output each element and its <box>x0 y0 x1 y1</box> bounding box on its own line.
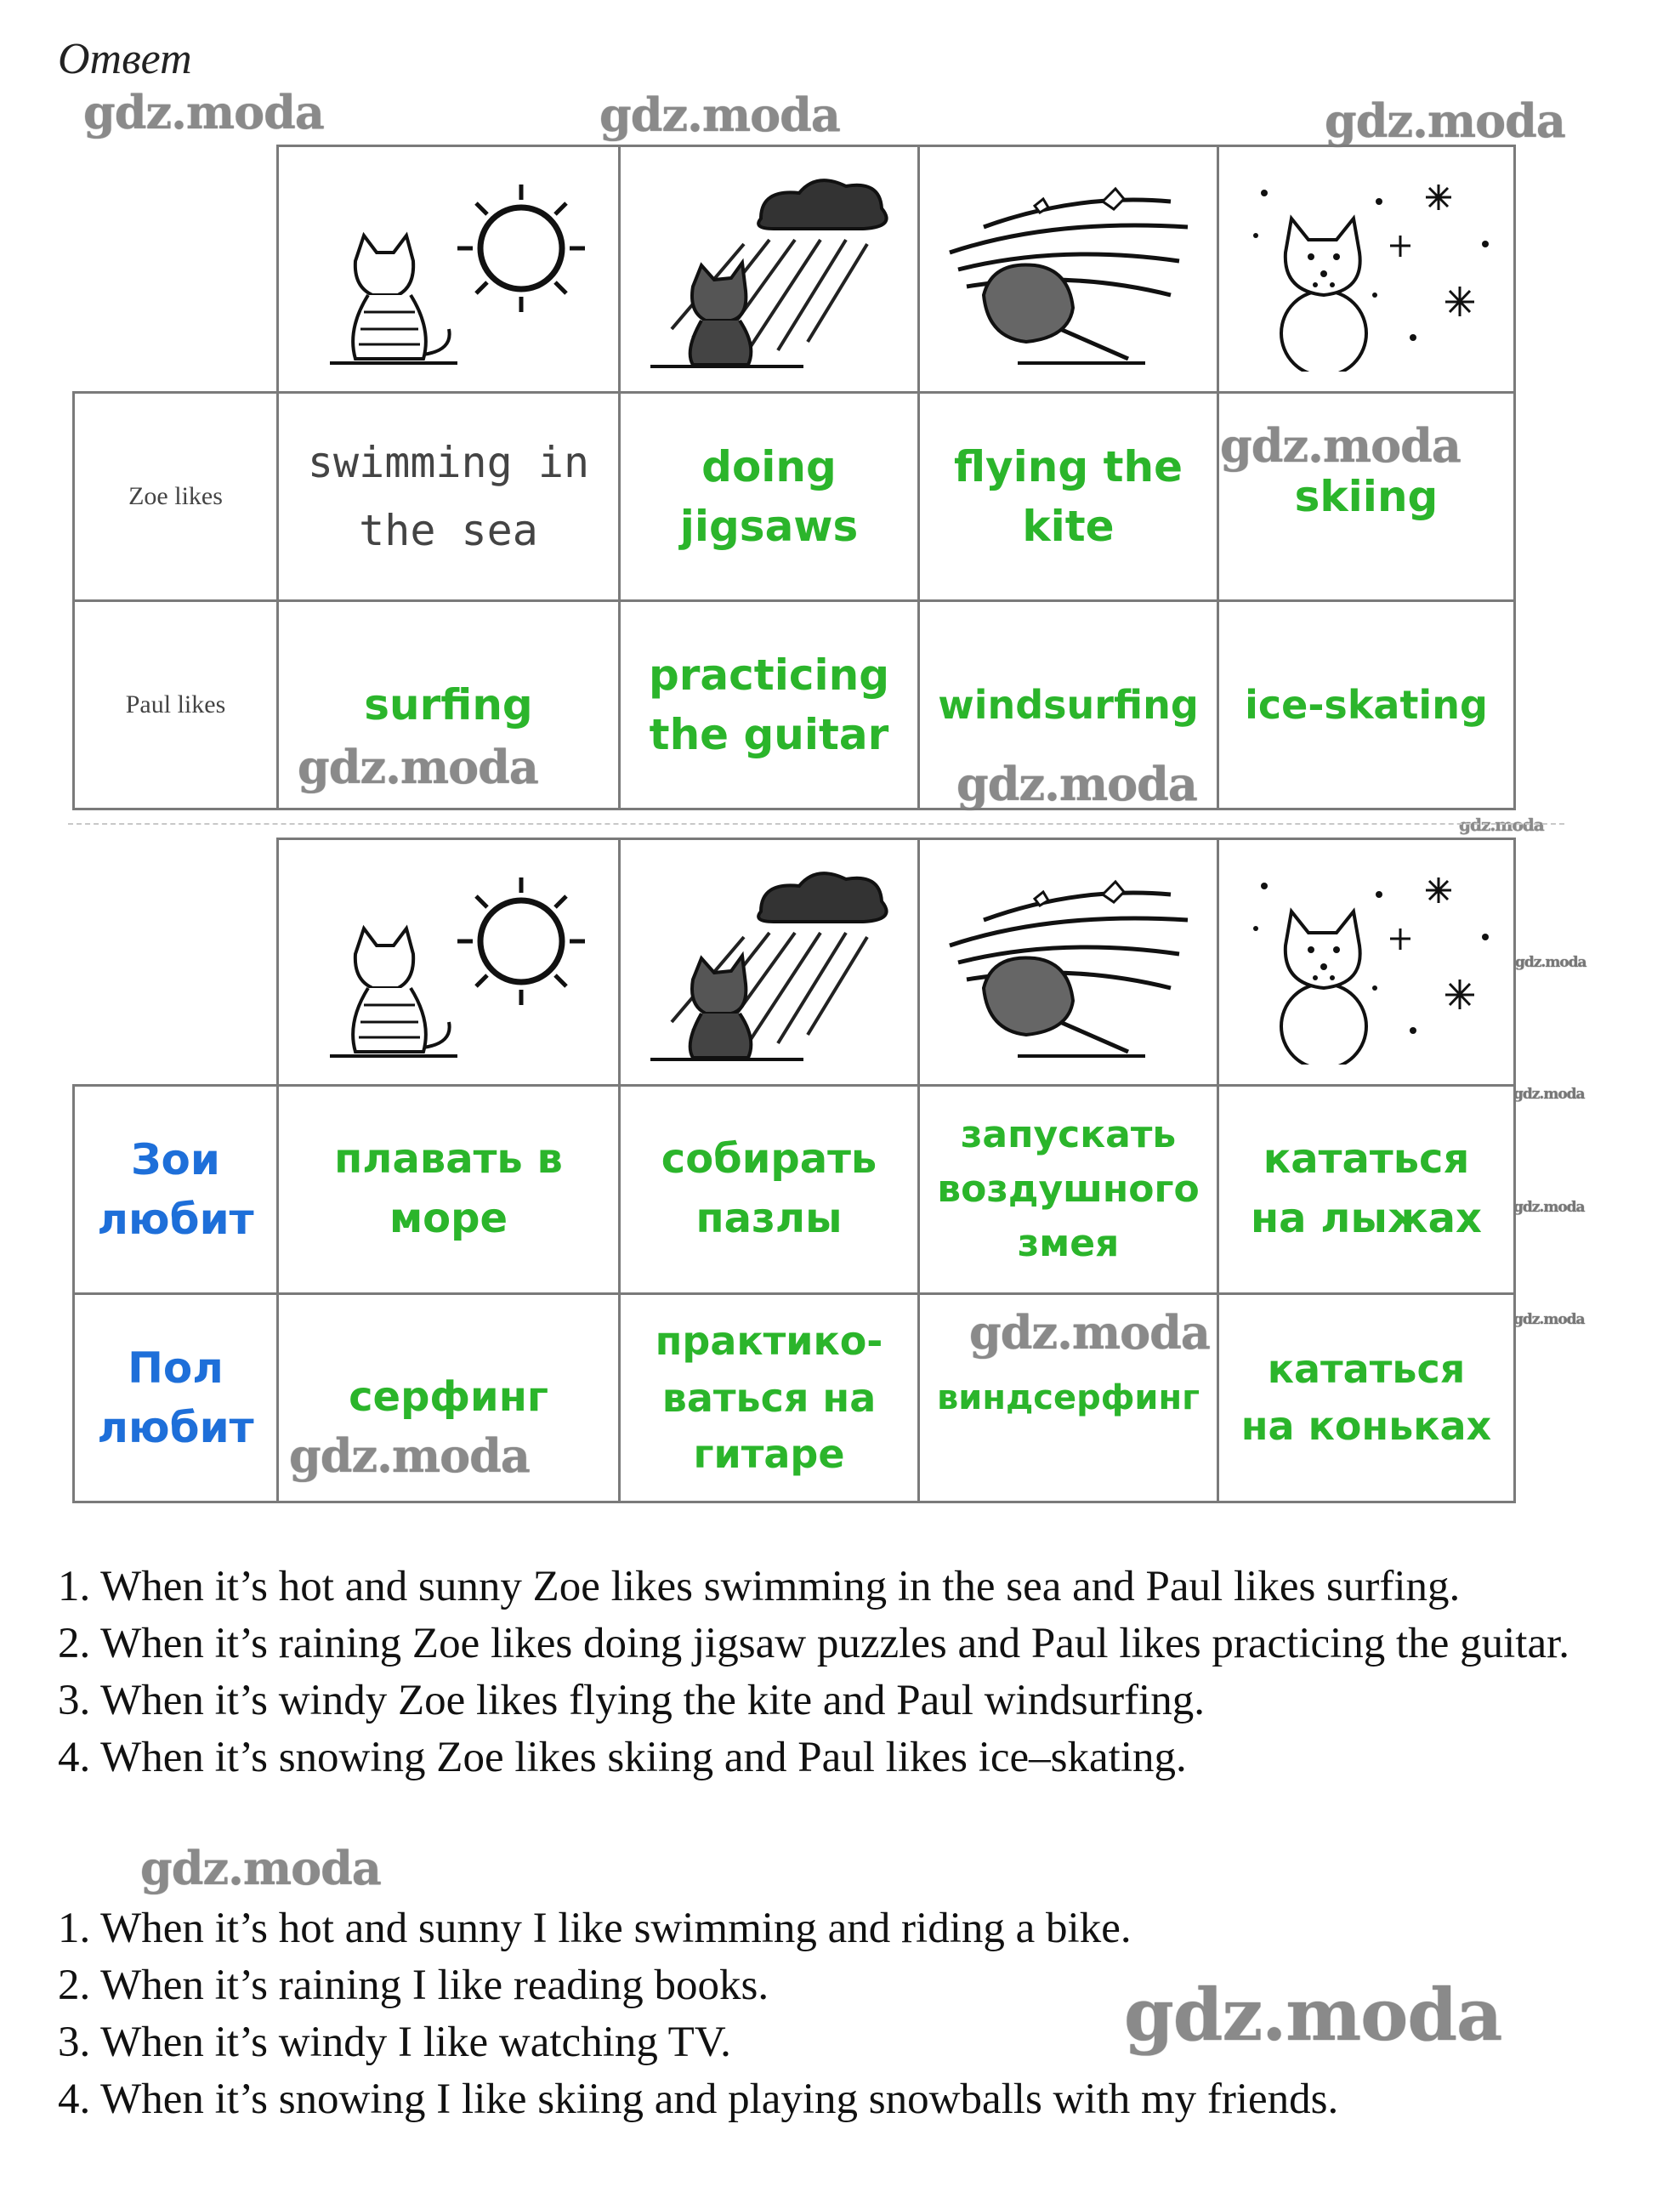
cell-zoe-sunny-ru: плавать в море <box>278 1086 620 1294</box>
row-label-zoe-ru: Зои любит <box>74 1086 278 1294</box>
watermark: gdz.moda <box>956 757 1197 811</box>
watermark: gdz.moda <box>1513 1199 1585 1216</box>
cell-zoe-rainy-ru: собирать пазлы <box>620 1086 919 1294</box>
watermark: gdz.moda <box>289 1428 530 1483</box>
cell-zoe-snowy: skiing <box>1218 393 1515 601</box>
cell-paul-windy-ru: виндсерфинг <box>919 1294 1218 1502</box>
snowy-cat-icon <box>1230 860 1502 1065</box>
weather-table-russian <box>72 838 1516 1503</box>
windy-cat-icon <box>933 168 1205 372</box>
sentence: 1. When it’s hot and sunny I like swimming and riding a bike. <box>58 1905 1132 1952</box>
cell-paul-windy: windsurfing <box>919 601 1218 809</box>
cell-paul-rainy-ru: практико-ваться на гитаре <box>620 1294 919 1502</box>
empty-corner-cell <box>74 146 278 393</box>
cell-zoe-windy-ru: запускать воздушного змея <box>919 1086 1218 1294</box>
watermark: gdz.moda <box>298 740 538 794</box>
watermark: gdz.moda <box>599 88 840 142</box>
windy-cat-icon <box>933 860 1205 1065</box>
watermark: gdz.moda <box>140 1841 381 1895</box>
picture-cell-snowy <box>1218 146 1515 393</box>
sentences-zoe-paul <box>58 1559 1665 1786</box>
sentence: 2. When it’s raining Zoe likes doing jigsaw puzzles and Paul likes practicing the guitar. <box>58 1620 1570 1667</box>
empty-corner-cell <box>74 839 278 1086</box>
cell-paul-sunny: surfing <box>278 601 620 809</box>
row-label-zoe: Zoe likes <box>74 393 278 601</box>
cell-zoe-windy: flying the kite <box>919 393 1218 601</box>
snowy-cat-icon <box>1230 168 1502 372</box>
watermark: gdz.moda <box>1513 1086 1585 1103</box>
sentence: 2. When it’s raining I like reading books. <box>58 1962 769 2009</box>
row-label-paul-ru: Пол любит <box>74 1294 278 1502</box>
picture-cell-snowy <box>1218 839 1515 1086</box>
watermark: gdz.moda <box>83 85 324 139</box>
sentence: 4. When it’s snowing Zoe likes skiing and Paul likes ice–skating. <box>58 1734 1187 1781</box>
section-divider <box>68 823 1564 825</box>
sunny-cat-icon <box>304 168 593 372</box>
watermark: gdz.moda <box>1124 1973 1502 2057</box>
picture-cell-sunny <box>278 839 620 1086</box>
sentence: 4. When it’s snowing I like skiing and playing snowballs with my friends. <box>58 2076 1339 2123</box>
row-label-paul: Paul likes <box>74 601 278 809</box>
picture-cell-rainy <box>620 839 919 1086</box>
rainy-cat-icon <box>633 860 905 1065</box>
watermark: gdz.moda <box>1459 815 1544 835</box>
answer-heading: Ответ <box>58 35 192 83</box>
cell-paul-snowy-ru: кататься на коньках <box>1218 1294 1515 1502</box>
watermark: gdz.moda <box>1220 418 1461 473</box>
watermark: gdz.moda <box>1325 94 1565 148</box>
sentences-personal <box>58 1900 1665 2128</box>
watermark: gdz.moda <box>1515 954 1586 971</box>
picture-cell-windy <box>919 146 1218 393</box>
sentence: 1. When it’s hot and sunny Zoe likes swimming in the sea and Paul likes surfing. <box>58 1563 1461 1610</box>
sunny-cat-icon <box>304 860 593 1065</box>
cell-zoe-snowy-ru: кататься на лыжах <box>1218 1086 1515 1294</box>
rainy-cat-icon <box>633 168 905 372</box>
cell-paul-rainy: practicing the guitar <box>620 601 919 809</box>
cell-paul-sunny-ru: серфинг <box>278 1294 620 1502</box>
sentence: 3. When it’s windy I like watching TV. <box>58 2019 731 2066</box>
watermark: gdz.moda <box>969 1305 1210 1360</box>
picture-cell-sunny <box>278 146 620 393</box>
picture-cell-rainy <box>620 146 919 393</box>
watermark: gdz.moda <box>1513 1311 1585 1328</box>
cell-paul-snowy: ice-skating <box>1218 601 1515 809</box>
weather-table-english <box>72 145 1516 810</box>
cell-zoe-rainy: doing jigsaws <box>620 393 919 601</box>
picture-cell-windy <box>919 839 1218 1086</box>
sentence: 3. When it’s windy Zoe likes flying the kite and Paul windsurfing. <box>58 1677 1205 1724</box>
cell-zoe-sunny: swimming in the sea <box>278 393 620 601</box>
